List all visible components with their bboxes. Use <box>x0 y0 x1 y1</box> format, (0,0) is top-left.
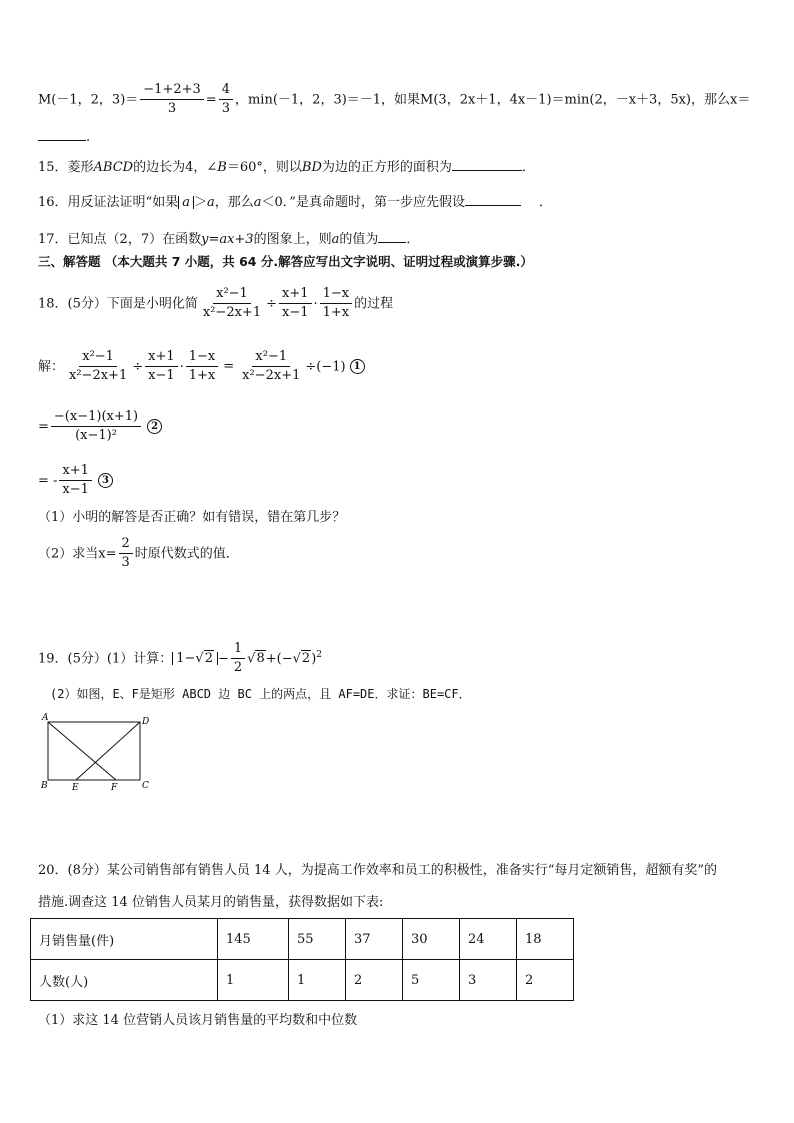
table-header-cell: 月销售量(件) <box>31 919 218 960</box>
q18-frac-3: $\frac{1-x}{1+x}$ <box>320 287 353 321</box>
q18-s2-frac: $\frac{-(x-1)(x+1)}{\text{(x−1)²}}$ <box>51 410 141 444</box>
question-18-intro: 18．(5分）下面是小明化简 $\frac{\text{x²−1}}{\text{x²−2x+1}}$ ÷ $\frac{x+1}{x-1}$ · $\frac{1-x}{1+x}$ 的过程 <box>38 286 394 321</box>
question-17: 17．已知点（2，7）在函数y=ax+3的图象上，则a的值为 ． <box>38 232 420 247</box>
q18-s1-frac-2: $\frac{x+1}{x-1}$ <box>145 350 178 384</box>
table-cell: 1 <box>218 960 289 1001</box>
q14-text-b: ，min(－1，2，3)＝－1，如果M(3，2x＋1，4x－1)＝min(2，－x＋3，5x)，那么x＝ <box>234 92 751 108</box>
q15-answer-blank[interactable] <box>452 158 522 171</box>
rectangle-diagram <box>38 712 158 792</box>
q14-fraction-2: $\frac{4}{3}$ <box>219 83 233 117</box>
step-marker-3: 3 <box>98 473 113 488</box>
question-20-line-1: 20．(8分）某公司销售部有销售人员 14 人，为提高工作效率和员工的积极性，准备实行“每月定额销售，超额有奖”的 <box>38 863 717 878</box>
q18-frac-2: $\frac{x+1}{x-1}$ <box>279 287 312 321</box>
label-C: C <box>142 781 149 791</box>
question-16: 16．用反证法证明“如果 a ＞a，那么a＜0．”是真命题时，第一步应先假设 ． <box>38 195 552 210</box>
half-fraction: $\frac{1}{2}$ <box>231 642 245 676</box>
q18-sub2-frac: $\frac{2}{3}$ <box>119 537 133 571</box>
q18-step-2: = $\frac{-(x-1)(x+1)}{\text{(x−1)²}}$ 2 <box>38 410 162 444</box>
q18-step-3: = - $\frac{x+1}{x-1}$ 3 <box>38 464 113 498</box>
q14-answer-blank[interactable] <box>38 128 86 141</box>
label-B: B <box>41 781 48 791</box>
table-cell: 1 <box>289 960 346 1001</box>
label-D: D <box>142 717 150 727</box>
table-cell: 145 <box>218 919 289 960</box>
q18-s1-frac-1: $\frac{\text{x²−1}}{\text{x²−2x+1}}$ <box>69 349 128 384</box>
question-20-line-2: 措施.调查这 14 位销售人员某月的销售量，获得数据如下表: <box>38 895 384 910</box>
step-marker-2: 2 <box>147 419 162 434</box>
table-cell: 55 <box>289 919 346 960</box>
question-15: 15．菱形ABCD的边长为4，∠B＝60°，则以BD为边的正方形的面积为 ． <box>38 160 535 175</box>
question-19: 19．(5分）(1）计算： 1−√2 − $\frac{1}{2}$ $√8+(-√2)^2$ <box>38 641 322 676</box>
table-cell: 2 <box>346 960 403 1001</box>
q17-answer-blank[interactable] <box>378 230 406 243</box>
table-row <box>31 960 574 1001</box>
q19-sub-2: (2）如图，E、F是矩形 ABCD 边 BC 上的两点，且 AF=DE．求证：BE=CF． <box>50 687 471 701</box>
q18-s1-frac-3: $\frac{1-x}{1+x}$ <box>186 350 219 384</box>
abs-expression: 1−√2 <box>172 652 218 665</box>
table-cell: 37 <box>346 919 403 960</box>
q14-fraction-1: $\frac{-1+2+3}{3}$ <box>140 83 204 117</box>
q18-sub-1: （1）小明的解答是否正确？如有错误，错在第几步？ <box>38 510 346 525</box>
q18-step-1: 解： $\frac{\text{x²−1}}{\text{x²−2x+1}}$ ÷ $\frac{x+1}{x-1}$ · $\frac{1-x}{1+x}$ = $\frac{\text{x²−1}}{\text{x²−2x+1}}$ ÷(−1) 1 <box>38 350 365 384</box>
step-marker-1: 1 <box>350 359 365 374</box>
table-cell: 18 <box>517 919 574 960</box>
table-cell: 5 <box>403 960 460 1001</box>
sales-table <box>30 918 574 1001</box>
rectangle-figure <box>38 712 158 796</box>
table-row <box>31 919 574 960</box>
q18-sub-2: （2）求当x= $\frac{2}{3}$ 时原代数式的值． <box>38 536 239 571</box>
q14-text-a: M(－1，2，3)＝ <box>38 92 139 108</box>
abs-a: a <box>178 196 194 209</box>
label-E: E <box>72 783 79 792</box>
q14-answer-line: . <box>38 128 90 144</box>
table-cell: 3 <box>460 960 517 1001</box>
q14-line: M(－1，2，3)＝ $\frac{-1+2+3}{3}$ = $\frac{4}{3}$ ，min(－1，2，3)＝－1，如果M(3，2x＋1，4x－1)＝min(2，－x＋3，5x)，那么x＝ <box>38 82 751 117</box>
label-A: A <box>42 713 49 723</box>
table-cell: 2 <box>517 960 574 1001</box>
q18-s1-frac-4: $\frac{\text{x²−1}}{\text{x²−2x+1}}$ <box>242 349 301 384</box>
label-F: F <box>111 783 118 792</box>
q18-frac-1: $\frac{\text{x²−1}}{\text{x²−2x+1}}$ <box>202 286 262 321</box>
table-cell: 30 <box>403 919 460 960</box>
q20-sub-1: （1）求这 14 位营销人员该月销售量的平均数和中位数 <box>38 1013 358 1028</box>
table-header-cell: 人数(人) <box>31 960 218 1001</box>
table-cell: 24 <box>460 919 517 960</box>
q18-s3-frac: $\frac{x+1}{x-1}$ <box>59 464 92 498</box>
section-3-heading: 三、解答题 （本大题共 7 小题，共 64 分.解答应写出文字说明、证明过程或演算步骤.） <box>38 254 533 269</box>
q16-answer-blank[interactable] <box>465 193 521 206</box>
